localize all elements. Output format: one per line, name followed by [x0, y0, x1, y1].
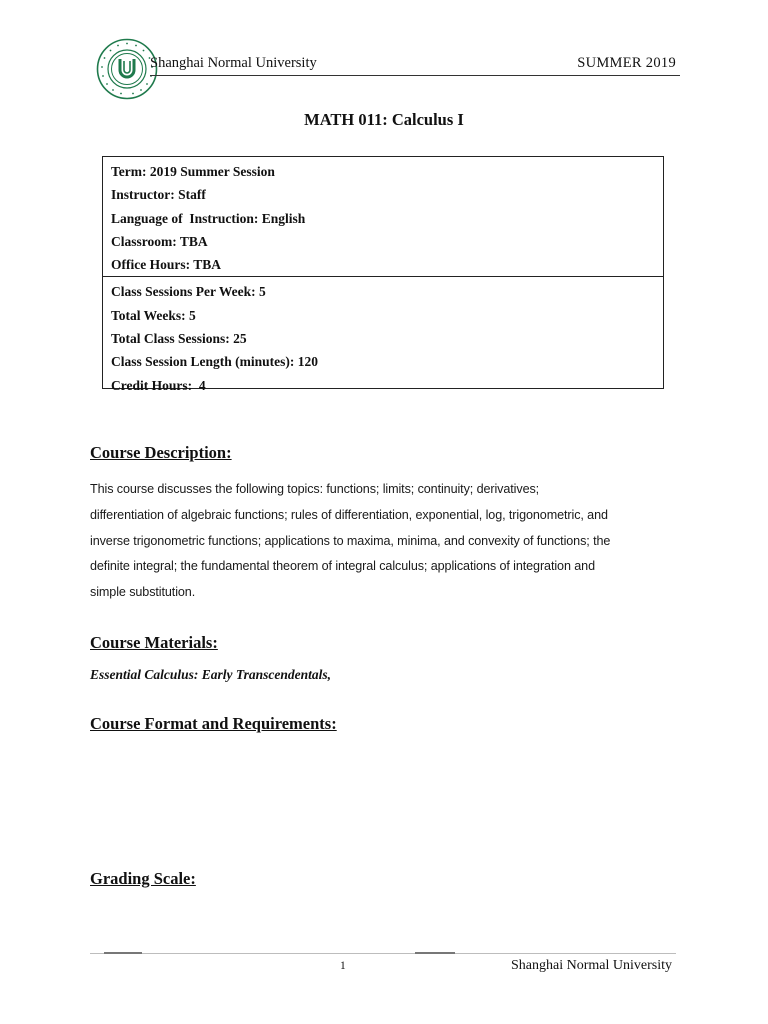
course-title: MATH 011: Calculus I [304, 110, 464, 129]
info-session-length: Class Session Length (minutes): 120 [111, 354, 319, 370]
course-description-heading: Course Description: [90, 443, 232, 462]
header-term: SUMMER 2019 [577, 55, 676, 71]
description-line: differentiation of algebraic functions; rules of differentiation, exponential, log, trigonometric, and [90, 507, 608, 522]
info-sessions-per-week: Class Sessions Per Week: 5 [111, 284, 266, 300]
description-line: This course discusses the following topics: functions; limits; continuity; derivatives; [90, 482, 540, 496]
course-materials-text: Essential Calculus: Early Transcendentals, [90, 667, 332, 682]
footer-rule-mark [104, 952, 142, 954]
info-language: Language of Instruction: English [111, 210, 306, 226]
footer-divider [90, 953, 676, 954]
info-office-hours: Office Hours: TBA [111, 257, 221, 273]
description-line: inverse trigonometric functions; applications to maxima, minima, and convexity of functions; the [90, 533, 611, 548]
header-divider [150, 75, 680, 76]
header-university-name: Shanghai Normal University [150, 55, 317, 71]
grading-scale-heading: Grading Scale: [90, 869, 196, 888]
info-instructor: Instructor: Staff [111, 187, 206, 203]
info-total-sessions: Total Class Sessions: 25 [111, 331, 247, 347]
description-line: definite integral; the fundamental theorem of integral calculus; applications of integration and [90, 559, 595, 574]
description-line: simple substitution. [90, 585, 196, 600]
page-number: 1 [340, 960, 346, 972]
info-credit-hours: Credit Hours: 4 [111, 377, 206, 393]
course-materials-heading: Course Materials: [90, 633, 218, 652]
university-logo [96, 38, 158, 100]
info-total-weeks: Total Weeks: 5 [111, 307, 196, 323]
course-format-heading: Course Format and Requirements: [90, 714, 337, 733]
info-classroom: Classroom: TBA [111, 233, 208, 249]
footer-university-name: Shanghai Normal University [511, 958, 672, 973]
page-header [96, 38, 680, 104]
course-info-general [103, 157, 663, 276]
info-term: Term: 2019 Summer Session [111, 164, 275, 179]
footer-rule-mark [415, 952, 455, 954]
course-description-text [90, 477, 690, 606]
course-info-schedule [103, 276, 663, 396]
course-info-box [102, 156, 664, 393]
